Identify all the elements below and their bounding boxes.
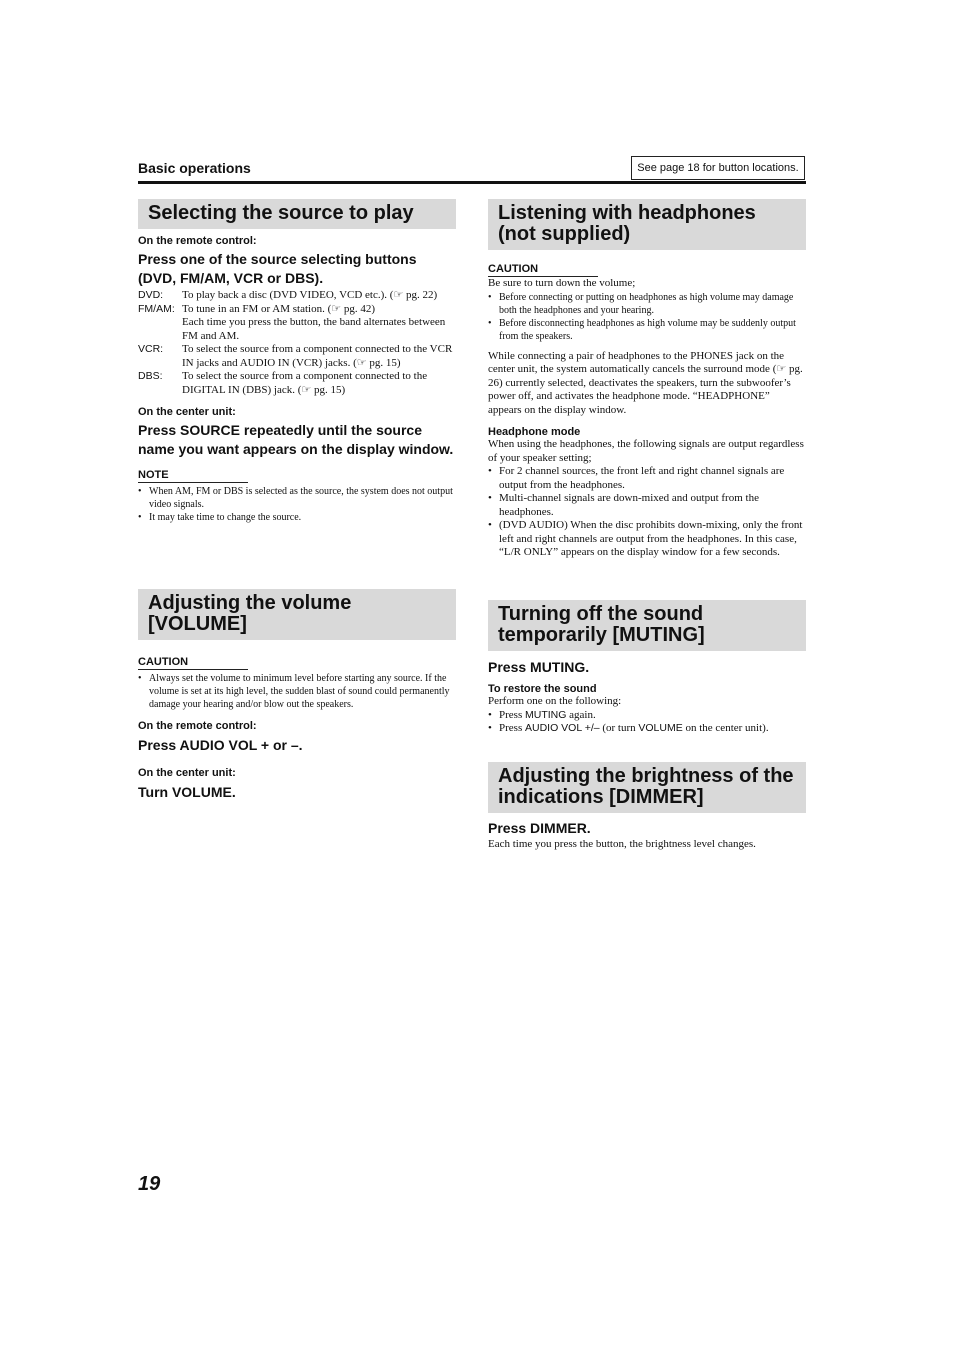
caution-intro: Be sure to turn down the volume; xyxy=(488,277,636,289)
list-item: • It may take time to change the source. xyxy=(138,511,456,524)
right-column-headphones xyxy=(488,199,806,560)
section-title-source: Selecting the source to play xyxy=(138,199,456,229)
list-item: • For 2 channel sources, the front left and right channel signals are output from the headphones. xyxy=(488,465,806,492)
section-title-headphones: Listening with headphones (not supplied) xyxy=(488,199,806,250)
dimmer-text: Each time you press the button, the brightness level changes. xyxy=(488,838,756,850)
note-label: NOTE xyxy=(138,469,248,483)
list-item: • Press MUTING again. xyxy=(488,709,806,723)
source-definitions xyxy=(138,289,456,397)
list-item: • Before disconnecting headphones as high volume may be suddenly output from the speakers. xyxy=(488,317,806,343)
restore-list xyxy=(488,709,806,736)
restore-label: To restore the sound xyxy=(488,683,597,695)
restore-intro: Perform one on the following: xyxy=(488,695,622,707)
def-row: DBS: To select the source from a component connected to the DIGITAL IN (DBS) jack. (☞ pg. 15) xyxy=(138,370,428,396)
remote-instruction: Press AUDIO VOL + or –. xyxy=(138,737,303,753)
right-column-dimmer xyxy=(488,762,806,852)
list-item: • (DVD AUDIO) When the disc prohibits down-mixing, only the front left and right channels are output from the headphones. In this case, “L/R ONLY” appears on the display window for a few seconds. xyxy=(488,519,806,560)
section-title-muting: Turning off the sound temporarily [MUTING] xyxy=(488,600,806,651)
caution-list xyxy=(138,672,456,711)
headphones-paragraph: While connecting a pair of headphones to the PHONES jack on the center unit, the system automatically cancels the surround mode (☞ pg. 26) currently selected, deactivates the speakers, turn the subwoofer’s power off, and activates the headphone mode. “HEADPHONE” appears on the display window. xyxy=(488,349,803,416)
def-row: DVD: To play back a disc (DVD VIDEO, VCD etc.). (☞ pg. 22) xyxy=(138,289,438,301)
page-number: 19 xyxy=(138,1173,161,1195)
section-title-volume: Adjusting the volume [VOLUME] xyxy=(138,589,456,640)
left-column-volume xyxy=(138,589,456,802)
list-item: • Always set the volume to minimum level before starting any source. If the volume is set at its high level, the sudden blast of sound could permanently damage your hearing and/or blow out the speakers. xyxy=(138,672,456,711)
list-item: • Press AUDIO VOL +/– (or turn VOLUME on the center unit). xyxy=(488,722,806,736)
section-title-dimmer: Adjusting the brightness of the indications [DIMMER] xyxy=(488,762,806,813)
see-page-box: See page 18 for button locations. xyxy=(631,156,805,180)
caution-label: CAUTION xyxy=(488,263,598,277)
headphone-mode-intro: When using the headphones, the following signals are output regardless of your speaker setting; xyxy=(488,438,804,464)
center-instruction: Turn VOLUME. xyxy=(138,784,236,800)
center-label: On the center unit: xyxy=(138,767,236,779)
section-header: Basic operations xyxy=(138,160,251,176)
right-column-muting xyxy=(488,600,806,736)
dimmer-instruction: Press DIMMER. xyxy=(488,820,591,836)
center-instruction: Press SOURCE repeatedly until the source name you want appears on the display window. xyxy=(138,422,454,457)
headphone-mode-label: Headphone mode xyxy=(488,426,581,438)
def-row: VCR: To select the source from a component connected to the VCR IN jacks and AUDIO IN (VCR) jacks. (☞ pg. 15) xyxy=(138,343,453,369)
headphone-mode-list xyxy=(488,465,806,560)
header-rule xyxy=(138,181,806,184)
center-label: On the center unit: xyxy=(138,406,236,418)
note-list xyxy=(138,485,456,524)
list-item: • Before connecting or putting on headphones as high volume may damage both the headphones and your hearing. xyxy=(488,291,806,317)
def-row: Each time you press the button, the band alternates between FM and AM. xyxy=(182,316,446,342)
list-item: • Multi-channel signals are down-mixed and output from the headphones. xyxy=(488,492,806,519)
muting-instruction: Press MUTING. xyxy=(488,659,590,675)
remote-label: On the remote control: xyxy=(138,235,257,247)
caution-label: CAUTION xyxy=(138,656,248,670)
caution-list xyxy=(488,291,806,343)
remote-instruction: Press one of the source selecting buttons (DVD, FM/AM, VCR or DBS). xyxy=(138,251,417,286)
left-column xyxy=(138,199,456,524)
remote-label: On the remote control: xyxy=(138,720,257,732)
def-row: FM/AM: To tune in an FM or AM station. (☞ pg. 42) xyxy=(138,302,376,315)
list-item: • When AM, FM or DBS is selected as the source, the system does not output video signals. xyxy=(138,485,456,511)
